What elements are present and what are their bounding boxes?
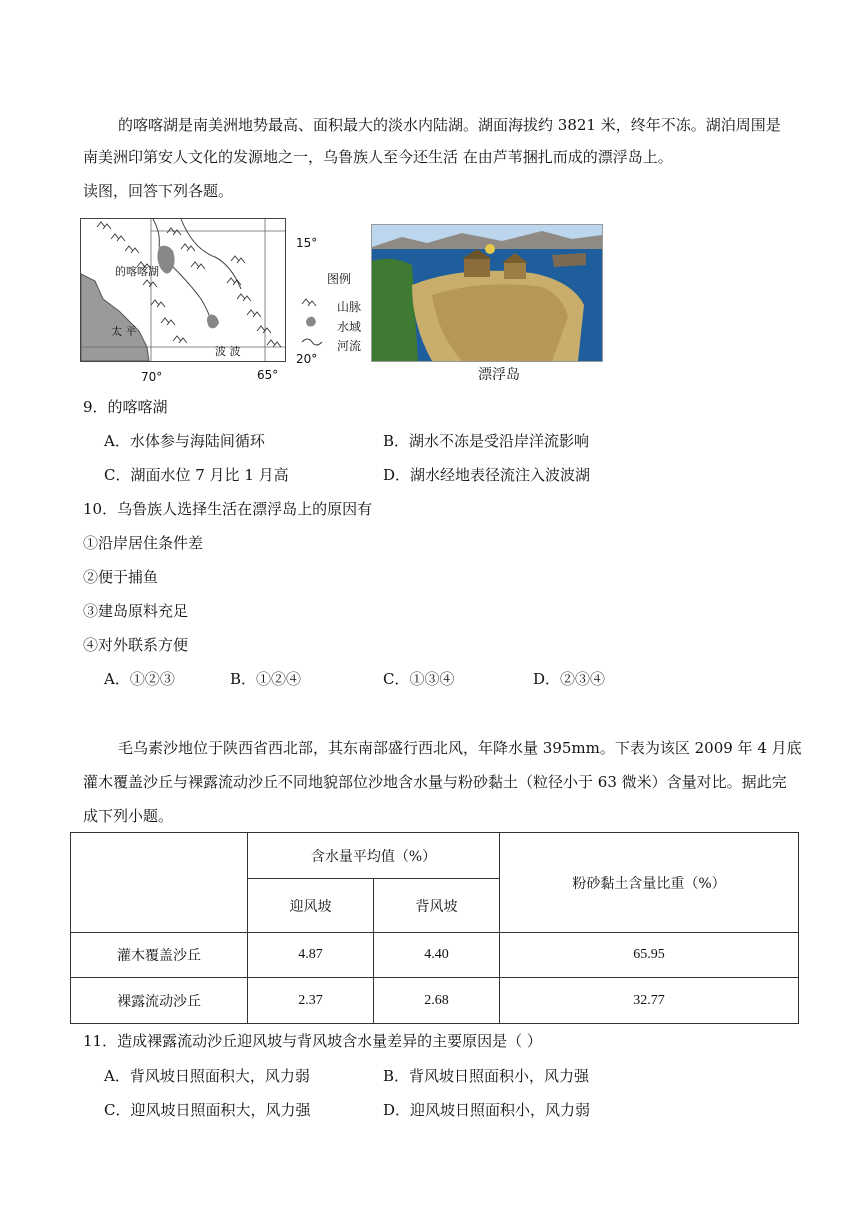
q10-option-c[interactable]: C．①③④ (383, 670, 455, 688)
q11-option-b[interactable]: B．背风坡日照面积小，风力强 (383, 1067, 590, 1085)
q11-option-d[interactable]: D．迎风坡日照面积小，风力弱 (383, 1101, 591, 1119)
coast-shape (81, 274, 149, 361)
q11-option-c[interactable]: C．迎风坡日照面积大，风力强 (104, 1101, 311, 1119)
row-name: 裸露流动沙丘 (71, 978, 248, 1024)
q9-option-d[interactable]: D．湖水经地表径流注入波波湖 (383, 466, 591, 484)
map-lake-label: 的喀喀湖 (115, 265, 159, 278)
lake-poopo (207, 315, 219, 329)
intro2-line3: 成下列小题。 (83, 807, 174, 825)
q9-option-b[interactable]: B．湖水不冻是受沿岸洋流影响 (383, 432, 590, 450)
row-leeward-value: 4.40 (374, 933, 500, 978)
q9-stem: 9．的喀喀湖 (83, 398, 168, 416)
legend-mountain-icon (302, 299, 316, 306)
q10-item-3: ③建岛原料充足 (83, 602, 189, 620)
q11-stem: 11．造成裸露流动沙丘迎风坡与背风坡含水量差异的主要原因是（ ） (83, 1032, 542, 1050)
legend-symbols (300, 294, 326, 350)
row-clay-value: 65.95 (500, 933, 799, 978)
intro1-line1: 的喀喀湖是南美洲地势最高、面积最大的淡水内陆湖。湖面海拔约 3821 米，终年不冻。湖泊周围是 (118, 116, 781, 134)
intro2-line2: 灌木覆盖沙丘与裸露流动沙丘不同地貌部位沙地含水量与粉砂黏土（粒径小于 63 微米）含量对比。据此完 (83, 773, 787, 791)
q10-item-2: ②便于捕鱼 (83, 568, 159, 586)
q10-item-1: ①沿岸居住条件差 (83, 534, 204, 552)
q9-option-c[interactable]: C．湖面水位 7 月比 1 月高 (104, 466, 289, 484)
q10-option-d[interactable]: D．②③④ (533, 670, 606, 688)
table-header-clay: 粉砂黏土含量比重（%） (500, 833, 799, 933)
map-drawing (81, 219, 285, 361)
legend-mountain: 山脉 (337, 300, 362, 314)
q10-stem: 10．乌鲁族人选择生活在漂浮岛上的原因有 (83, 500, 373, 518)
table-row (71, 933, 799, 978)
q10-option-b[interactable]: B．①②④ (230, 670, 302, 688)
photo-caption: 漂浮岛 (478, 367, 520, 383)
longitude-70-label: 70° (141, 370, 163, 384)
table-row (71, 978, 799, 1024)
intro1-line2: 南美洲印第安人文化的发源地之一，乌鲁族人至今还生活 在由芦苇捆扎而成的漂浮岛上。 (83, 148, 673, 166)
legend-water-icon (306, 317, 316, 327)
latitude-20-label: 20° (296, 352, 318, 366)
row-windward-value: 2.37 (248, 978, 374, 1024)
intro1-line3: 读图，回答下列各题。 (83, 182, 234, 200)
legend-title: 图例 (327, 272, 352, 286)
longitude-65-label: 65° (257, 368, 279, 382)
q9-option-a[interactable]: A．水体参与海陆间循环 (104, 432, 265, 450)
river (181, 219, 241, 289)
row-clay-value: 32.77 (500, 978, 799, 1024)
floating-island-photo (371, 224, 603, 362)
map-ocean-label: 太 平 (111, 325, 137, 338)
intro2-line1: 毛乌素沙地位于陕西省西北部，其东南部盛行西北风，年降水量 395mm。下表为该区 2009 年 4 月底 (118, 739, 802, 757)
table-header-leeward: 背风坡 (374, 879, 500, 933)
sand-dune-table (70, 832, 799, 1024)
floating-island-image (372, 225, 602, 361)
table-header-water: 含水量平均值（%） (248, 833, 500, 879)
q10-option-a[interactable]: A．①②③ (104, 670, 175, 688)
q10-item-4: ④对外联系方便 (83, 636, 189, 654)
river (173, 267, 209, 315)
q11-option-a[interactable]: A．背风坡日照面积大，风力弱 (104, 1067, 310, 1085)
lake-titicaca (157, 246, 174, 274)
table-header-windward: 迎风坡 (248, 879, 374, 933)
legend-river: 河流 (337, 339, 362, 353)
row-name: 灌木覆盖沙丘 (71, 933, 248, 978)
row-leeward-value: 2.68 (374, 978, 500, 1024)
row-windward-value: 4.87 (248, 933, 374, 978)
legend-water: 水域 (337, 320, 362, 334)
river (153, 219, 159, 247)
map-figure (80, 218, 286, 362)
map-lake2-label: 波 波 (215, 345, 241, 358)
table-corner-cell (71, 833, 248, 933)
latitude-15-label: 15° (296, 236, 318, 250)
legend-river-icon (302, 339, 322, 345)
